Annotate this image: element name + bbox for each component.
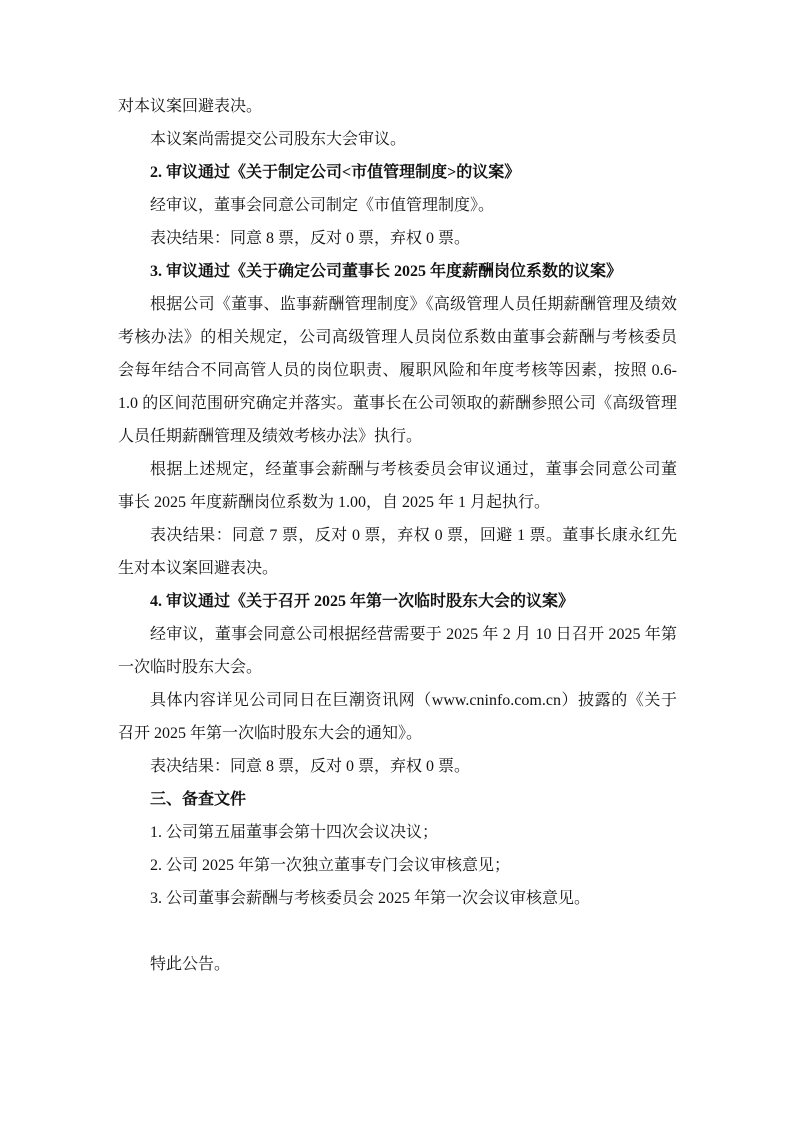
paragraph: 3. 公司董事会薪酬与考核委员会 2025 年第一次会议审核意见。 <box>150 890 591 907</box>
section-heading: 3. 审议通过《关于确定公司董事长 2025 年度薪酬岗位系数的议案》 <box>150 263 623 280</box>
section-heading: 2. 审议通过《关于制定公司<市值管理制度>的议案》 <box>150 164 521 181</box>
section-heading: 4. 审议通过《关于召开 2025 年第一次临时股东大会的议案》 <box>150 593 575 610</box>
paragraph: 表决结果：同意 7 票，反对 0 票，弃权 0 票，回避 1 票。董事长康永红先生对本议案回避表决。 <box>118 527 677 577</box>
document-body <box>118 90 677 981</box>
paragraph: 表决结果：同意 8 票，反对 0 票，弃权 0 票。 <box>150 758 471 775</box>
paragraph: 经审议，董事会同意公司根据经营需要于 2025 年 2 月 10 日召开 2025 年第一次临时股东大会。 <box>118 626 677 676</box>
blank-line <box>118 915 677 948</box>
section-heading: 三、备查文件 <box>150 791 247 808</box>
paragraph: 根据公司《董事、监事薪酬管理制度》《高级管理人员任期薪酬管理及绩效考核办法》的相关规定，公司高级管理人员岗位系数由董事会薪酬与考核委员会每年结合不同高管人员的岗位职责、履职风险和年度考核等因素，按照 0.6-1.0 的区间范围研究确定并落实。董事长在公司领取的薪酬参照公司《高级管理人员任期薪酬管理及绩效考核办法》执行。 <box>118 296 677 445</box>
paragraph: 2. 公司 2025 年第一次独立董事专门会议审核意见； <box>150 857 511 874</box>
paragraph: 经审议，董事会同意公司制定《市值管理制度》。 <box>150 197 495 214</box>
paragraph: 根据上述规定，经董事会薪酬与考核委员会审议通过，董事会同意公司董事长 2025 年度薪酬岗位系数为 1.00，自 2025 年 1 月起执行。 <box>118 461 677 511</box>
paragraph: 表决结果：同意 8 票，反对 0 票，弃权 0 票。 <box>150 230 471 247</box>
paragraph: 具体内容详见公司同日在巨潮资讯网（www.cninfo.com.cn）披露的《关于召开 2025 年第一次临时股东大会的通知》。 <box>118 692 677 742</box>
paragraph: 对本议案回避表决。 <box>118 98 263 115</box>
paragraph: 特此公告。 <box>150 956 231 973</box>
paragraph: 1. 公司第五届董事会第十四次会议决议； <box>150 824 439 841</box>
paragraph: 本议案尚需提交公司股东大会审议。 <box>150 131 407 148</box>
